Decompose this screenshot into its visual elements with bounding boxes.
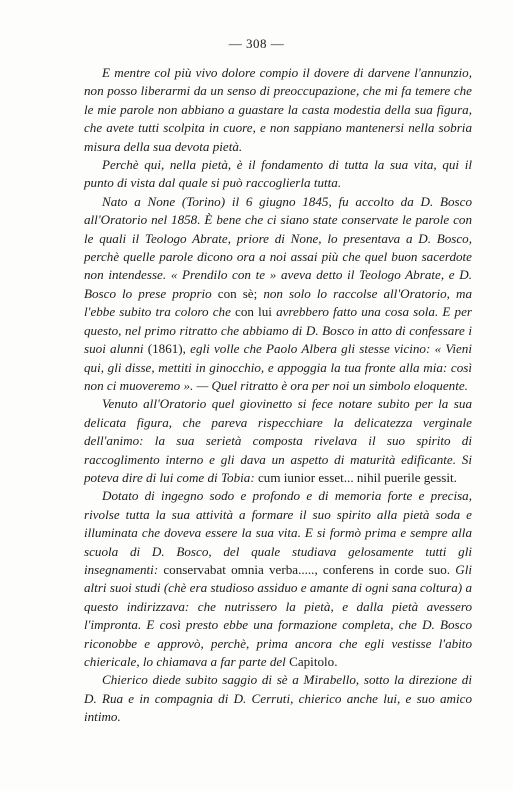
paragraph xyxy=(84,671,472,726)
italic-text: Chierico diede subito saggio di sè a Mirabello, sotto la direzione di D. Rua e in compagnia di D. Cerruti, chierico anche lui, e suo amico intimo. xyxy=(84,672,472,725)
italic-text: egli volle che Paolo Albera gli stesse vicino: « Vieni qui, gli disse, mettiti in ginocchio, e appoggia la tua fronte alla mia: così non ci muoveremo ». — Quel ritratto è ora per noi un simbolo eloquente. xyxy=(84,341,472,393)
roman-text: con sè; xyxy=(217,285,264,301)
roman-text: con lui xyxy=(235,304,272,320)
paragraph xyxy=(84,395,472,487)
paragraph xyxy=(84,487,472,671)
paragraph xyxy=(84,193,472,395)
italic-text: non solo lo raccolse all'Oratorio, ma l'ebbe subito tra coloro che xyxy=(84,285,473,320)
roman-text: conservabat omnia verba....., conferens in corde suo. xyxy=(163,561,451,577)
italic-text: Perchè qui, nella pietà, è il fondamento di tutta la sua vita, qui il punto di vista dal quale si può raccoglierla tutta. xyxy=(84,157,472,191)
page-number: — 308 — xyxy=(228,36,285,51)
italic-text: avrebbero fatto una cosa sola. E per questo, nel primo ritratto che abbiamo di D. Bosco in atto di confessare i suoi alunni xyxy=(84,304,472,357)
roman-text: Capitolo. xyxy=(289,654,338,669)
italic-text: Venuto all'Oratorio quel giovinetto si fece notare subito per la sua delicata figura, che pareva rispecchiare la delicatezza verginale dell'animo: la sua serietà composta rivelava il suo spirito di raccoglimento interno e gli dava un aspetto di maturità edificante. Si poteva dire di lui come di Tobia: xyxy=(84,396,472,485)
body-text xyxy=(84,64,472,727)
paragraph xyxy=(84,156,472,193)
paragraph xyxy=(84,64,472,156)
roman-text: (1861), xyxy=(147,341,186,357)
italic-text: Dotato di ingegno sodo e profondo e di memoria forte e precisa, rivolse tutta la sua attività a formare il suo spirito alla pietà soda e illuminata che doveva essere la sua vita. E si formò prima e sempre alla scuola di D. Bosco, del quale studiava gelosamente tutti gli insegnamenti: xyxy=(84,488,472,577)
roman-text: cum iunior esset... nihil puerile gessit. xyxy=(257,469,457,485)
italic-text: Gli altri suoi studi (chè era studioso assiduo e amante di ogni sana coltura) a questo indirizzava: che nutrissero la pietà, e dalla pietà avessero l'impronta. E così presto ebbe una formazione completa, che D. Bosco riconobbe e approvò, perchè, prima ancora che egli vestisse l'abito chiericale, lo chiamava a far parte del xyxy=(84,561,472,669)
italic-text: Nato a None (Torino) il 6 giugno 1845, fu accolto da D. Bosco all'Oratorio nel 1858. È bene che ci siano state conservate le parole con le quali il Teologo Abrate, priore di None, lo presentava a D. Bosco, perchè quelle parole dicono ora a noi assai più che quel buon sacerdote non intendesse. « Prendilo con te » aveva detto il Teologo Abrate, e D. Bosco lo prese proprio xyxy=(84,193,472,301)
italic-text: E mentre col più vivo dolore compio il dovere di darvene l'annunzio, non posso liberarmi da un senso di preoccupazione, che mi fa temere che le mie parole non abbiano a guastare la casta modestia della sua figura, che avete tutti scolpita in cuore, e non sappiano mantenersi nella sobria misura della sua devota pietà. xyxy=(84,65,472,154)
